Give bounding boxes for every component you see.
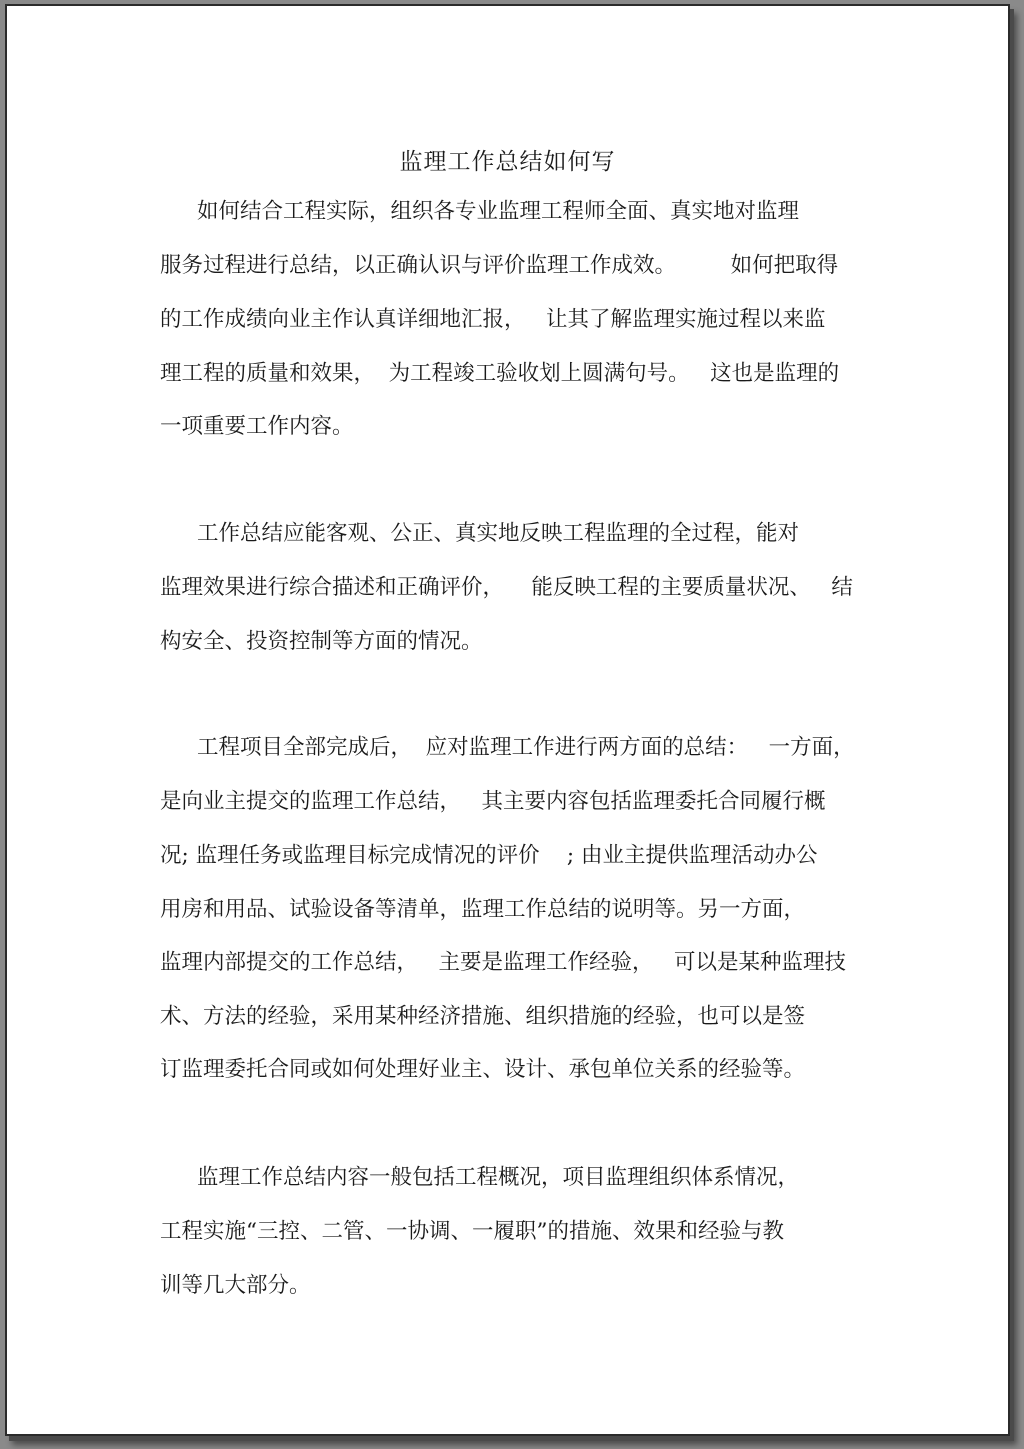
paragraph-3-line-7: 订监理委托合同或如何处理好业主、设计、承包单位关系的经验等。	[160, 1057, 806, 1082]
paragraph-1-line-2: 服务过程进行总结，以正确认识与评价监理工作成效。 如何把取得	[160, 253, 839, 278]
document-title: 监理工作总结如何写	[399, 149, 616, 175]
paragraph-3-line-5: 监理内部提交的工作总结， 主要是监理工作经验， 可以是某种监理技	[160, 950, 847, 975]
paragraph-3-line-3: 况; 监理任务或监理目标完成情况的评价 ; 由业主提供监理活动办公	[160, 843, 818, 868]
paragraph-2-line-2: 监理效果进行综合描述和正确评价， 能反映工程的主要质量状况、 结	[160, 575, 853, 600]
paragraph-1-line-1: 如何结合工程实际，组织各专业监理工程师全面、真实地对监理	[197, 199, 800, 224]
paragraph-1-line-3: 的工作成绩向业主作认真详细地汇报， 让其了解监理实施过程以来监	[160, 307, 826, 332]
paragraph-2-line-1: 工作总结应能客观、公正、真实地反映工程监理的全过程，能对	[197, 521, 800, 546]
paragraph-4-line-3: 训等几大部分。	[160, 1273, 311, 1298]
document-page	[5, 4, 1010, 1436]
paragraph-1-line-5: 一项重要工作内容。	[160, 414, 354, 439]
paragraph-3-line-1: 工程项目全部完成后， 应对监理工作进行两方面的总结： 一方面，	[197, 735, 855, 760]
paragraph-1-line-4: 理工程的质量和效果， 为工程竣工验收划上圆满句号。 这也是监理的	[160, 361, 840, 386]
paragraph-3-line-2: 是向业主提交的监理工作总结， 其主要内容包括监理委托合同履行概	[160, 789, 826, 814]
paragraph-4-line-2: 工程实施“三控、二管、一协调、一履职”的措施、效果和经验与教	[160, 1219, 784, 1244]
paragraph-4-line-1: 监理工作总结内容一般包括工程概况，项目监理组织体系情况，	[197, 1165, 800, 1190]
paragraph-3-line-6: 术、方法的经验，采用某种经济措施、组织措施的经验，也可以是签	[160, 1004, 806, 1029]
paragraph-3-line-4: 用房和用品、试验设备等清单，监理工作总结的说明等。另一方面，	[160, 897, 806, 922]
paragraph-2-line-3: 构安全、投资控制等方面的情况。	[160, 629, 483, 654]
